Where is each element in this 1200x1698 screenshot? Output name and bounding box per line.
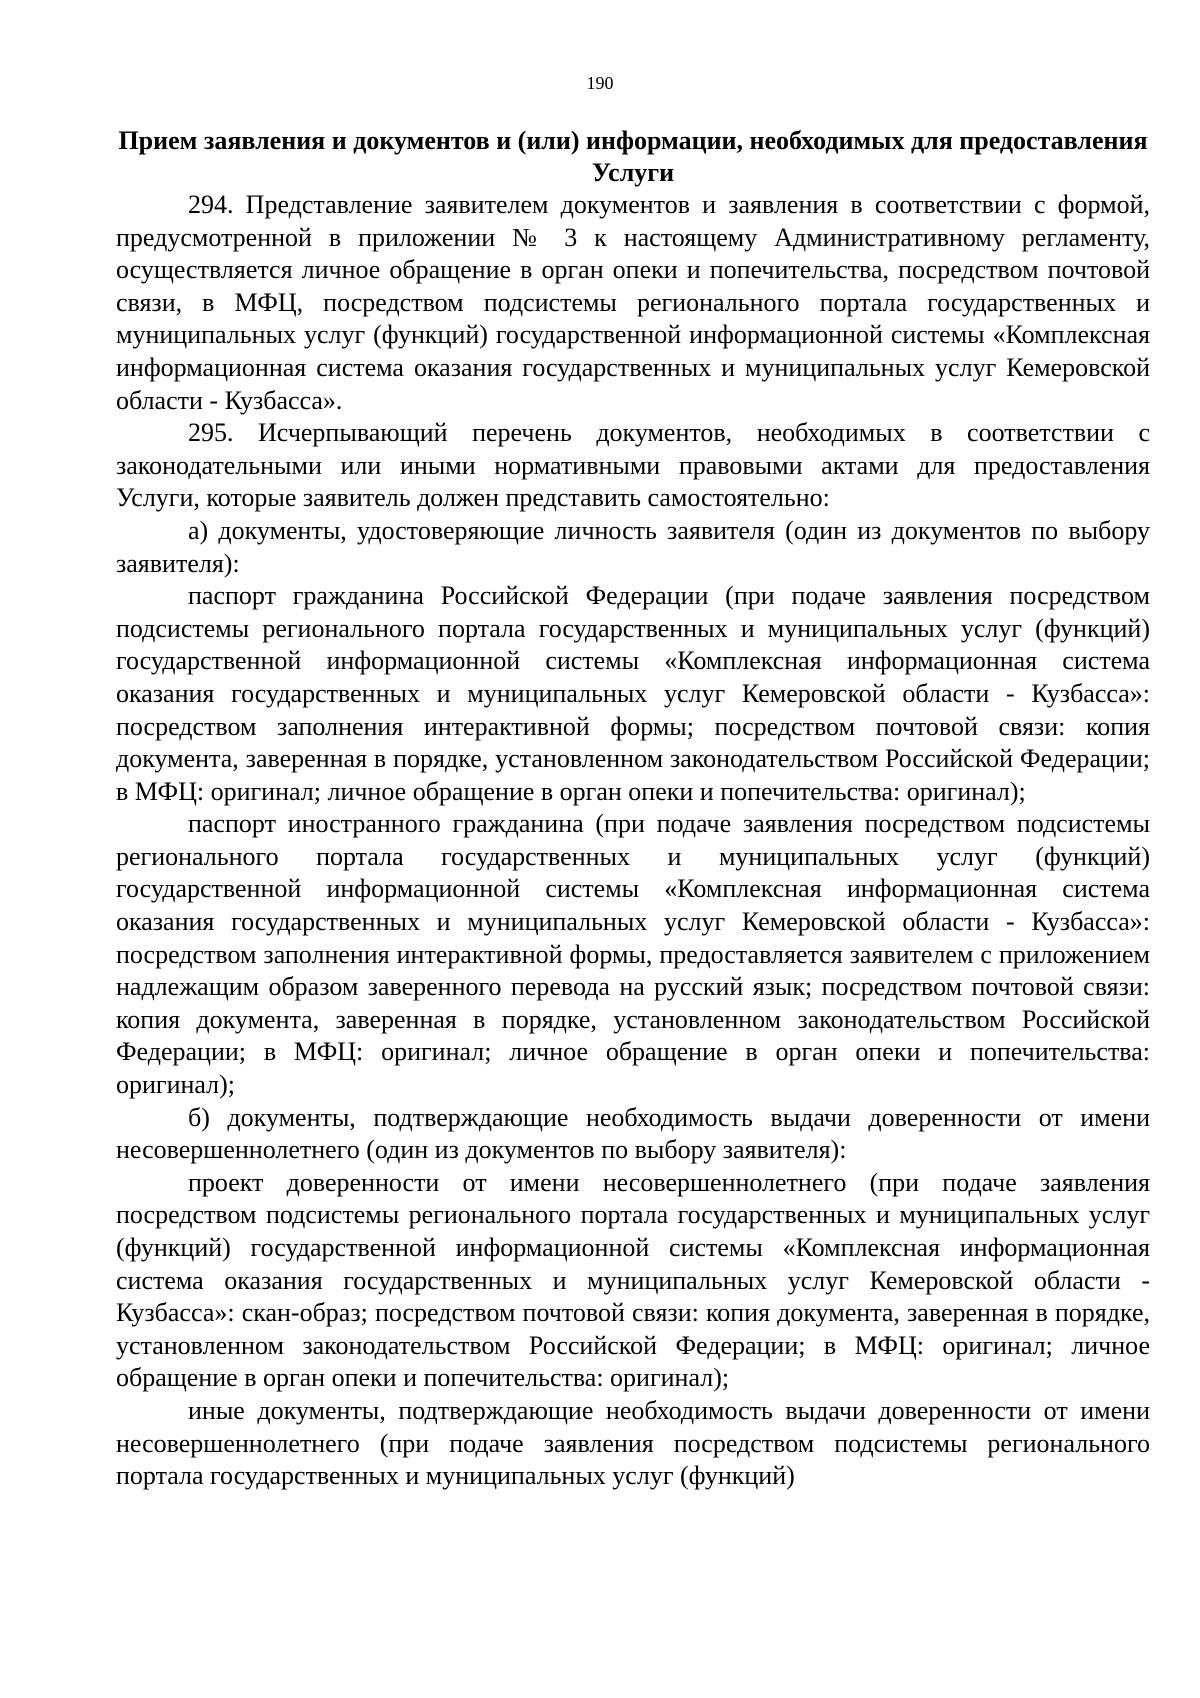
list-item-foreign-passport: паспорт иностранного гражданина (при подаче заявления посредством подсистемы регионального портала государственных и муниципальных услуг (функций) государственной информационной системы «Комплексная информационная система оказания государственных и муниципальных услуг Кемеровской области - Кузбасса»: посредством заполнения интерактивной формы, предоставляется заявителем с приложением надлежащим образом заверенного перевода на русский язык; посредством почтовой связи: копия документа, заверенная в порядке, установленном законодательством Российской Федерации; в МФЦ: оригинал; личное обращение в орган опеки и попечительства: оригинал); [116, 809, 1150, 1100]
page-number: 190 [586, 73, 614, 93]
paragraph-295: 295. Исчерпывающий перечень документов, необходимых в соответствии с законодательными или иными нормативными правовыми актами для предоставления Услуги, которые заявитель должен представить самостоятельно: [116, 418, 1150, 513]
list-item-russian-passport: паспорт гражданина Российской Федерации (при подаче заявления посредством подсистемы регионального портала государственных и муниципальных услуг (функций) государственной информационной системы «Комплексная информационная система оказания государственных и муниципальных услуг Кемеровской области - Кузбасса»: посредством заполнения интерактивной формы; посредством почтовой связи: копия документа, заверенная в порядке, установленном законодательством Российской Федерации; в МФЦ: оригинал; личное обращение в орган опеки и попечительства: оригинал); [116, 581, 1150, 806]
page-content [116, 125, 1150, 1493]
list-item-b-power-of-attorney-documents: б) документы, подтверждающие необходимость выдачи доверенности от имени несовершеннолетнего (один из документов по выбору заявителя): [116, 1102, 1150, 1165]
list-item-a-identity-documents: а) документы, удостоверяющие личность заявителя (один из документов по выбору заявителя): [116, 515, 1150, 578]
paragraph-294: 294. Представление заявителем документов и заявления в соответствии с формой, предусмотренной в приложении № 3 к настоящему Административному регламенту, осуществляется личное обращение в орган опеки и попечительства, посредством почтовой связи, в МФЦ, посредством подсистемы регионального портала государственных и муниципальных услуг (функций) государственной информационной системы «Комплексная информационная система оказания государственных и муниципальных услуг Кемеровской области - Кузбасса». [116, 190, 1150, 415]
list-item-other-documents: иные документы, подтверждающие необходимость выдачи доверенности от имени несовершеннолетнего (при подаче заявления посредством подсистемы регионального портала государственных и муниципальных услуг (функций) [116, 1395, 1150, 1491]
list-item-power-of-attorney-draft: проект доверенности от имени несовершеннолетнего (при подаче заявления посредством подсистемы регионального портала государственных и муниципальных услуг (функций) государственной информационной системы «Комплексная информационная система оказания государственных и муниципальных услуг Кемеровской области - Кузбасса»: скан-образ; посредством почтовой связи: копия документа, заверенная в порядке, установленном законодательством Российской Федерации; в МФЦ: оригинал; личное обращение в орган опеки и попечительства: оригинал); [116, 1167, 1150, 1393]
section-heading: Прием заявления и документов и (или) информации, необходимых для предоставления Услуги [118, 126, 1148, 187]
